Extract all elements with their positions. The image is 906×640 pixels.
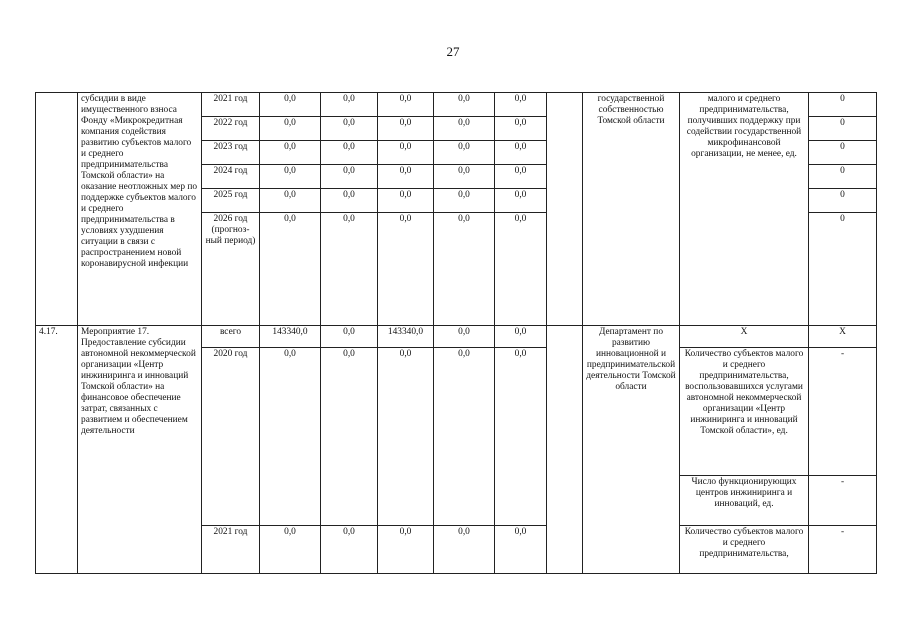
value-cell: 0,0 <box>434 526 495 574</box>
value-cell: 0,0 <box>378 213 434 326</box>
value-cell: 0,0 <box>378 526 434 574</box>
value-cell: 0,0 <box>495 348 547 526</box>
value-cell: 0,0 <box>378 348 434 526</box>
year-cell: всего <box>202 326 260 348</box>
value-cell: 0,0 <box>434 213 495 326</box>
value-cell: 0,0 <box>495 117 547 141</box>
target-cell: 0 <box>809 189 877 213</box>
indicator-cell: Число функционирующих центров инжиниринга и инноваций, ед. <box>680 476 809 526</box>
year-cell: 2021 год <box>202 526 260 574</box>
value-cell: 0,0 <box>495 526 547 574</box>
table-row <box>36 326 877 348</box>
executor-cell: государственной собственностью Томской области <box>583 93 680 326</box>
value-cell: 143340,0 <box>260 326 321 348</box>
value-cell: 0,0 <box>434 141 495 165</box>
value-cell: 0,0 <box>260 141 321 165</box>
year-cell: 2021 год <box>202 93 260 117</box>
program-table <box>35 92 877 574</box>
value-cell: 0,0 <box>260 165 321 189</box>
value-cell: 0,0 <box>434 189 495 213</box>
value-cell: 0,0 <box>321 93 378 117</box>
value-cell: 0,0 <box>321 141 378 165</box>
year-cell: 2022 год <box>202 117 260 141</box>
value-cell: 0,0 <box>321 189 378 213</box>
value-cell: 0,0 <box>434 326 495 348</box>
value-cell: 0,0 <box>495 213 547 326</box>
table-row <box>36 93 877 117</box>
value-cell: 0,0 <box>495 93 547 117</box>
value-cell: 0,0 <box>260 93 321 117</box>
value-cell: 0,0 <box>321 348 378 526</box>
year-cell: 2026 год (прогноз-ный период) <box>202 213 260 326</box>
value-cell: 0,0 <box>495 326 547 348</box>
empty-cell <box>547 93 583 326</box>
value-cell: 0,0 <box>321 326 378 348</box>
page-number: 27 <box>446 44 460 59</box>
indicator-cell: Х <box>680 326 809 348</box>
value-cell: 0,0 <box>378 189 434 213</box>
target-cell: - <box>809 476 877 526</box>
code-cell: 4.17. <box>36 326 78 574</box>
value-cell: 0,0 <box>260 213 321 326</box>
year-cell: 2025 год <box>202 189 260 213</box>
value-cell: 0,0 <box>434 93 495 117</box>
value-cell: 0,0 <box>495 165 547 189</box>
value-cell: 0,0 <box>378 93 434 117</box>
value-cell: 0,0 <box>434 165 495 189</box>
indicator-cell: малого и среднего предпринимательства, получивших поддержку при содействии государственной микрофинансовой организации, не менее, ед. <box>680 93 809 326</box>
year-cell: 2020 год <box>202 348 260 526</box>
value-cell: 0,0 <box>321 165 378 189</box>
year-cell: 2024 год <box>202 165 260 189</box>
target-cell: Х <box>809 326 877 348</box>
value-cell: 0,0 <box>260 189 321 213</box>
target-cell: 0 <box>809 165 877 189</box>
value-cell: 0,0 <box>260 117 321 141</box>
value-cell: 0,0 <box>260 526 321 574</box>
value-cell: 0,0 <box>378 165 434 189</box>
executor-cell: Департамент по развитию инновационной и предпринимательской деятельности Томской области <box>583 326 680 574</box>
target-cell: - <box>809 526 877 574</box>
target-cell: 0 <box>809 141 877 165</box>
indicator-cell: Количество субъектов малого и среднего предпринимательства, <box>680 526 809 574</box>
value-cell: 0,0 <box>434 117 495 141</box>
value-cell: 0,0 <box>378 117 434 141</box>
target-cell: 0 <box>809 213 877 326</box>
target-cell: - <box>809 348 877 476</box>
code-cell <box>36 93 78 326</box>
value-cell: 0,0 <box>321 526 378 574</box>
value-cell: 0,0 <box>321 213 378 326</box>
value-cell: 0,0 <box>495 141 547 165</box>
event-name-cell: субсидии в виде имущественного взноса Фонду «Микрокредитная компания содействия развитию субъектов малого и среднего предпринимательства Томской области» на оказание неотложных мер по поддержке субъектов малого и среднего предпринимательства в условиях ухудшения ситуации в связи с распространением новой коронавирусной инфекции <box>78 93 202 326</box>
event-name-cell: Мероприятие 17. Предоставление субсидии автономной некоммерческой организации «Центр инжиниринга и инноваций Томской области» на финансовое обеспечение затрат, связанных с развитием и обеспечением деятельности <box>78 326 202 574</box>
value-cell: 0,0 <box>321 117 378 141</box>
indicator-cell: Количество субъектов малого и среднего предпринимательства, воспользовавшихся услугами автономной некоммерческой организации «Центр инжиниринга и инноваций Томской области», ед. <box>680 348 809 476</box>
value-cell: 0,0 <box>378 141 434 165</box>
value-cell: 0,0 <box>260 348 321 526</box>
empty-cell <box>547 326 583 574</box>
value-cell: 143340,0 <box>378 326 434 348</box>
target-cell: 0 <box>809 93 877 117</box>
value-cell: 0,0 <box>495 189 547 213</box>
year-cell: 2023 год <box>202 141 260 165</box>
value-cell: 0,0 <box>434 348 495 526</box>
target-cell: 0 <box>809 117 877 141</box>
